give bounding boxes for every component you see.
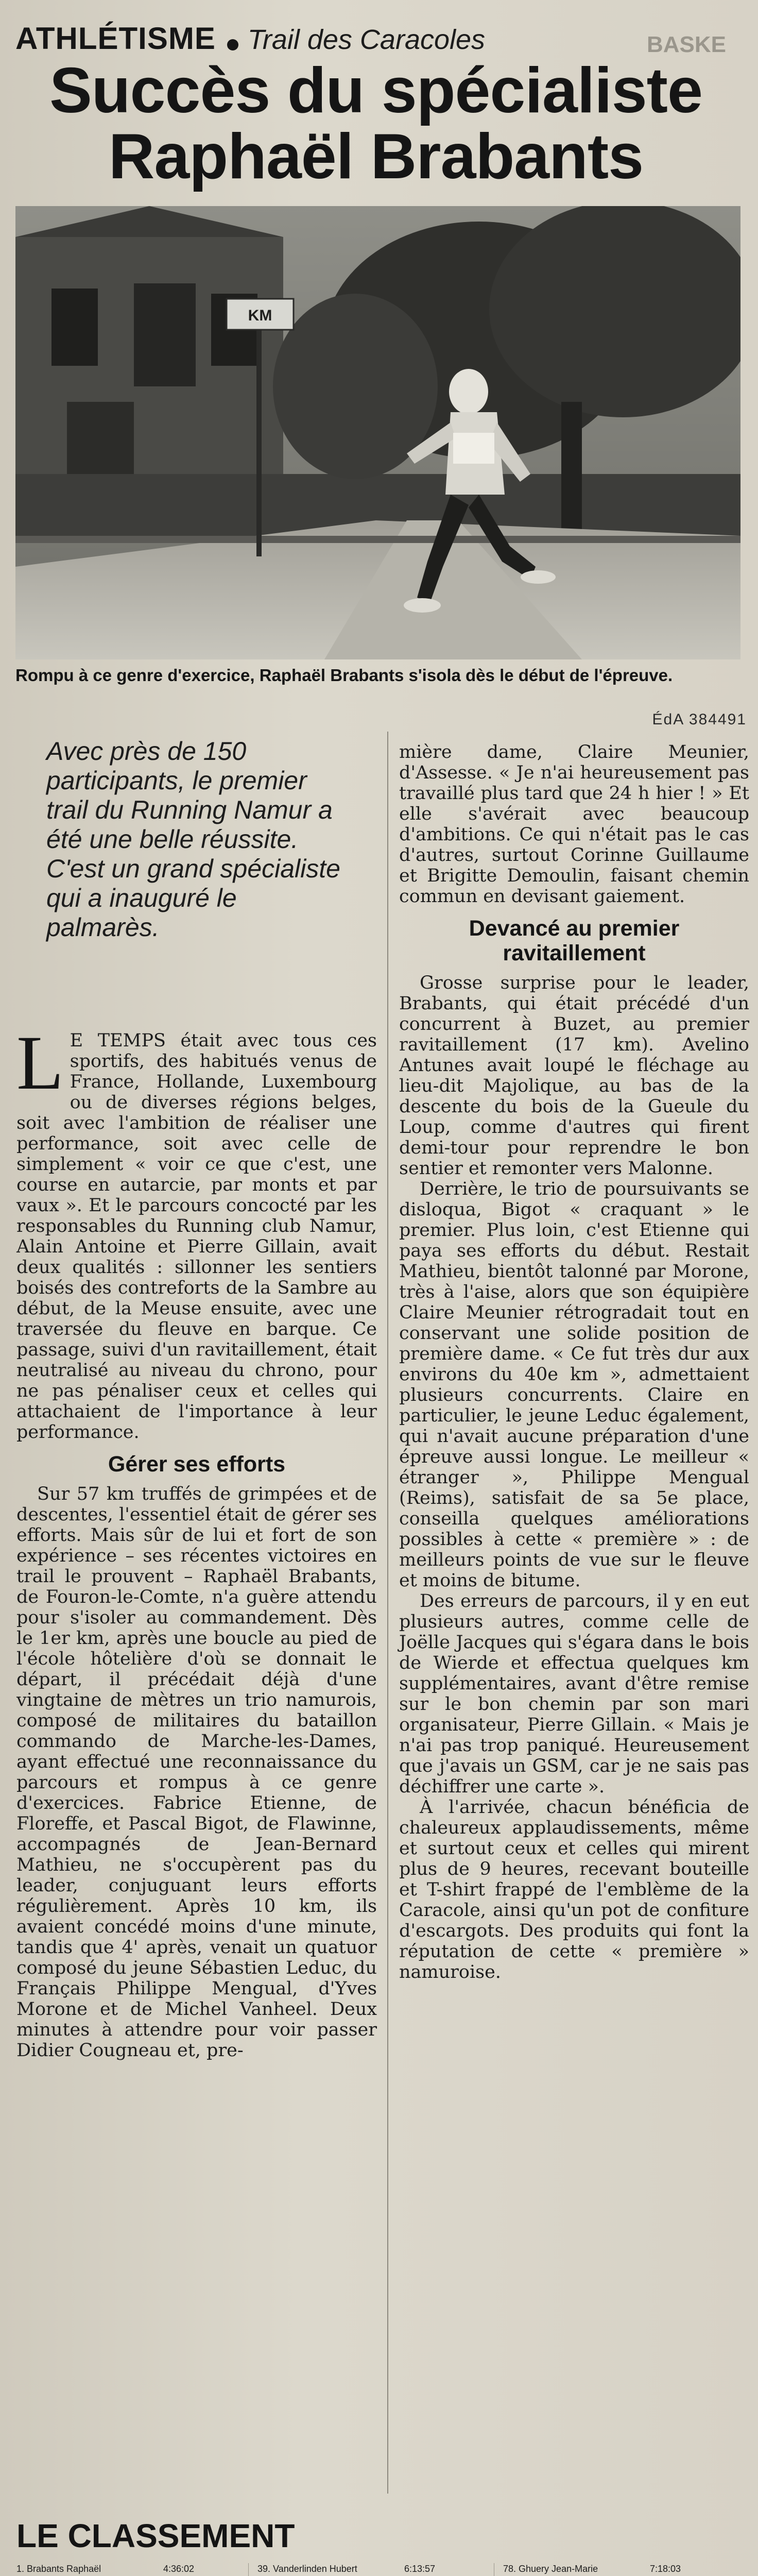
article-column-1 [16,1020,377,2061]
article-photo [15,206,740,659]
subhead-gerer-ses-efforts: Gérer ses efforts [108,1452,286,1477]
runner-time: 4:36:02 [163,2564,194,2574]
article-paragraph-1 [16,1020,377,1443]
article-paragraph-2: Sur 57 km truffés de grimpées et de descentes, l'essentiel était de gérer ses efforts. Mais sûr de lui et fort de son expérience – ses récentes victoires en trail le prouvent – Raphaël Brabants, de Fouron-le-Comte, n'a guère attendu pour s'isoler au commandement. Dès le 1er km, après une boucle au pied de l'école hôtelière d'où se donnait le départ, il précédait déjà d'une vingtaine de mètres un trio namurois, composé de militaires du bataillon commando de Marche-les-Dames, ayant effectué une reconnaissance du parcours et rompus à ce genre d'exercices. Fabrice Etienne, de Floreffe, et Pascal Bigot, de Flawinne, accompagnés de Jean-Bernard Mathieu, ne s'occupèrent pas du leader, conjuguant leurs efforts régulièrement. Après 10 km, ils avaient concédé moins d'une minute, tandis que 4' après, venait un quatuor composé du jeune Sébastien Leduc, du Français Philippe Mengual, d'Yves Morone et de Michel Vanheel. Deux minutes à attendre pour voir passer Didier Cougneau et, pre- [16,1484,377,2061]
article-paragraph-7: À l'arrivée, chacun bénéficia de chaleureux applaudissements, même et surtout ceux et celles qui mirent plus de 9 heures, recevant bouteille et T-shirt frappé de l'emblème de la Caracole, ainsi qu'un pot de confiture d'escargots. Des produits qui font la réputation de cette « première » namuroise. [399,1797,749,1982]
article-paragraph-3: mière dame, Claire Meunier, d'Assesse. « Je n'ai heureusement pas travaillé plus tard que 24 h hier ! » Et elle s'avérait avec beaucoup d'ambitions. Ce qui n'était pas le cas d'autres, surtout Corinne Guillaume et Brigitte Demoulin, faisant chemin commun en devisant gaiement. [399,742,749,907]
results-column-3 [503,2563,686,2576]
table-row [503,2563,686,2574]
results-column-2 [257,2563,440,2576]
table-row [16,2563,199,2574]
results-column-divider [248,2563,249,2576]
subhead-devance-ravitaillement: Devancé au premier ravitaillement [469,916,680,965]
section-subrubric: Trail des Caracoles [247,24,486,55]
sign-text: KM [248,307,272,324]
drop-cap: L [16,1020,64,1106]
column-divider [387,732,388,2494]
section-header [15,21,726,57]
runner-rank-name: 78. Ghuery Jean-Marie [503,2564,598,2574]
results-table [16,2563,758,2576]
headline [15,55,736,192]
section-rubric: ATHLÉTISME [15,21,216,56]
article-paragraph-1-text: E TEMPS était avec tous ces sportifs, des habitués venus de France, Hollande, Luxembourg ou de diverses régions belges, soit avec l'ambition de réaliser une performance, soit avec celle de simplement « voir ce que c'est, une course en autarcie, par monts et par vaux ». Et le parcours concocté par les responsables du Running club Namur, Alain Antoine et Pierre Gillain, avait deux qualités : sillonner les sentiers boisés des contreforts de la Sambre au début, de la Meuse ensuite, avec une traversée du fleuve en barque. Ce passage, suivi d'un ravitaillement, était neutralisé au niveau du chrono, pour ne pas pénaliser ceux et celles qui attachaient de l'importance à leur performance. [16,1030,377,1443]
article-lead: Avec près de 150 participants, le premier trail du Running Namur a été une belle réussite. C'est un grand spécialiste qui a inauguré le palmarès. [46,737,340,942]
photo-caption: Rompu à ce genre d'exercice, Raphaël Brabants s'isola dès le début de l'épreuve. [15,666,673,685]
headline-line-1: Succès du spécialiste [49,55,702,126]
article-paragraph-6: Des erreurs de parcours, il y en eut plusieurs autres, comme celle de Joëlle Jacques qui s'égara dans le bois de Wierde et effectua quelques km supplémentaires, avant d'être remise sur le bon chemin par son mari organisateur, Pierre Gillain. « Mais je n'ai pas trop paniqué. Heureusement que j'avais un GSM, car je ne sais pas déchiffrer une carte ». [399,1591,749,1797]
runner-rank-name: 1. Brabants Raphaël [16,2564,101,2574]
photo-scene [15,206,740,659]
results-section [16,2517,758,2576]
results-column-1 [16,2563,199,2576]
runner-time: 7:18:03 [649,2564,681,2574]
table-row [257,2563,440,2574]
article-paragraph-5: Derrière, le trio de poursuivants se disloqua, Bigot « craquant » le premier. Plus loin, c'est Etienne qui paya ses efforts du début. Restait Mathieu, bientôt talonné par Morone, très à l'aise, alors que son équipière Claire Meunier rétrogradait tout en conservant une solide position de première dame. « Ce fut très dur aux environs du 40e km », admettaient plusieurs concurrents. Claire en particulier, le jeune Leduc également, qui n'avait aucune préparation d'une épreuve aussi longue. Le meilleur « étranger », Philippe Mengual (Reims), satisfait de sa 5e place, conseilla quelques améliorations possibles à cette « première » : de meilleurs points de vue sur le fleuve et moins de bitume. [399,1179,749,1591]
headline-line-2: Raphaël Brabants [108,121,644,192]
runner-rank-name: 39. Vanderlinden Hubert [257,2564,357,2574]
photo-credit: ÉdA 384491 [652,711,747,728]
article-paragraph-4: Grosse surprise pour le leader, Brabants, qui était précédé d'un concurrent à Buzet, au premier ravitaillement (17 km). Avelino Antunes avait loupé le fléchage au lieu-dit Majolique, au bas de la descente du bois de la Gueule du Loup, comme d'autres qui firent demi-tour pour reprendre le bon sentier et remonter vers Malonne. [399,973,749,1179]
bullet-icon [227,39,238,50]
adjacent-page-tag: BASKE [646,32,726,57]
runner-time: 6:13:57 [404,2564,435,2574]
results-title: LE CLASSEMENT [16,2517,295,2554]
article-column-2 [399,742,749,1982]
